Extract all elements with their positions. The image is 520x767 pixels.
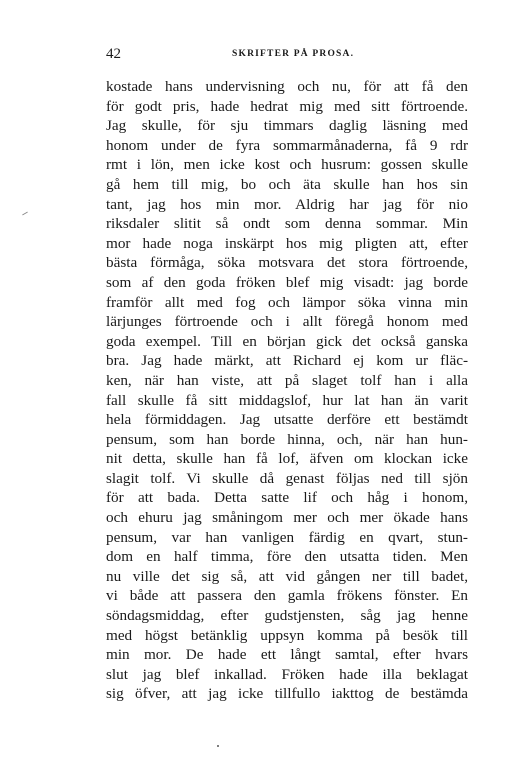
text-line: för godt pris, hade hedrat mig med sitt förtroende. — [106, 97, 468, 115]
text-line: dom en half timma, före den utsatta tiden. Men — [106, 548, 468, 566]
text-line: kostade hans undervisning och nu, för att få den — [106, 78, 468, 95]
text-line: riksdaler slitit så ondt som denna sommar. Min — [106, 215, 468, 233]
text-line: slagit tolf. Vi skulle då genast följas ned till sjön — [106, 469, 468, 487]
text-line: lärjunges förtroende och i allt föregå honom med — [106, 313, 468, 331]
page-number: 42 — [106, 46, 121, 62]
text-line: sig öfver, att jag icke tillfullo iakttog de bestämda — [106, 685, 468, 703]
text-line: pensum, var han vanligen färdig en qvart, stun- — [106, 528, 468, 546]
text-line: rmt i lön, men icke kost och husrum: gossen skulle — [106, 156, 468, 174]
text-line: min mor. De hade ett långt samtal, efter hvars — [106, 646, 468, 664]
footer-mark — [217, 745, 219, 747]
text-line: pensum, som han borde hinna, och, när han hun- — [106, 430, 468, 448]
text-line: söndagsmiddag, efter gudstjensten, såg jag henne — [106, 607, 468, 625]
text-line: slut jag blef inkallad. Fröken hade illa beklagat — [106, 665, 468, 683]
text-line: goda exempel. Till en början gick det också ganska — [106, 332, 468, 350]
text-line: tant, jag hos min mor. Aldrig har jag för nio — [106, 195, 468, 213]
text-line: ken, när han viste, att på slaget tolf han i alla — [106, 371, 468, 389]
text-line: honom under de fyra sommarmånaderna, få 9 rdr — [106, 136, 468, 154]
text-line: framför allt med fog och lämpor söka vinna min — [106, 293, 468, 311]
text-line: nit detta, skulle han få lof, äfven om klockan icke — [106, 450, 468, 468]
stray-ink-mark — [22, 212, 28, 216]
text-line: fall skulle få sitt middagslof, hur lat han än varit — [106, 391, 468, 409]
text-line: för att bada. Detta satte lif och håg i honom, — [106, 489, 468, 507]
text-line: bra. Jag hade märkt, att Richard ej kom ur fläc- — [106, 352, 468, 370]
text-line: mor hade noga inskärpt hos mig pligten att, efter — [106, 234, 468, 252]
text-line: gå hem till mig, bo och äta skulle han hos sin — [106, 175, 468, 193]
text-line: vi både att passera den gamla frökens fönster. En — [106, 587, 468, 605]
text-line: nu ville det sig så, att vid gången ner till badet, — [106, 567, 468, 585]
page-header — [106, 46, 468, 66]
text-line: som af den goda fröken blef mig visadt: jag borde — [106, 273, 468, 291]
text-line: och ehuru jag småningom mer och mer ökade hans — [106, 509, 468, 527]
text-line: bästa förmåga, söka motsvara det stora förtroende, — [106, 254, 468, 272]
running-head: SKRIFTER PÅ PROSA. — [232, 49, 355, 59]
body-text — [106, 77, 468, 704]
text-line: med högst betänklig uppsyn komma på besök till — [106, 626, 468, 644]
text-line: hela förmiddagen. Jag utsatte derföre ett bestämdt — [106, 411, 468, 429]
text-line: Jag skulle, för sju timmars daglig läsning med — [106, 117, 468, 135]
